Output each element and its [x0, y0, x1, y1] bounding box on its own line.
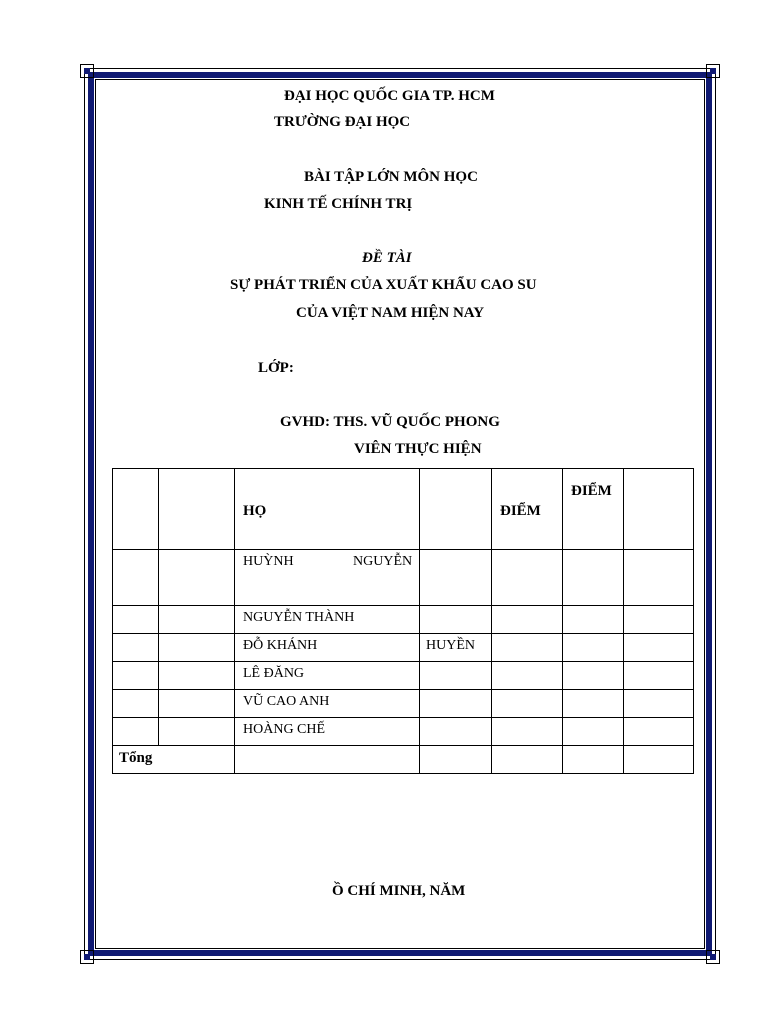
table-row	[113, 718, 694, 746]
table-row	[113, 606, 694, 634]
topic-label: ĐỀ TÀI	[362, 250, 412, 266]
members-heading: VIÊN THỰC HIỆN	[354, 441, 482, 457]
total-label: Tổng	[113, 746, 235, 774]
table-row	[113, 662, 694, 690]
school-name: TRƯỜNG ĐẠI HỌC	[274, 114, 411, 130]
header-cell	[159, 469, 235, 550]
header-cell-name: HỌ	[235, 469, 420, 550]
members-table	[112, 468, 694, 774]
member-name: LÊ ĐĂNG	[235, 662, 420, 690]
table-total-row	[113, 746, 694, 774]
table-header-row	[113, 469, 694, 550]
advisor: GVHD: THS. VŨ QUỐC PHONG	[280, 414, 500, 430]
header-cell	[420, 469, 492, 550]
corner-ornament-top-right	[706, 64, 720, 78]
member-name: HOÀNG CHẾ	[235, 718, 420, 746]
university-name: ĐẠI HỌC QUỐC GIA TP. HCM	[284, 88, 495, 104]
corner-ornament-bottom-right	[706, 950, 720, 964]
header-cell-score-2: ĐIỂM	[563, 469, 624, 550]
topic-title-line1: SỰ PHÁT TRIỂN CỦA XUẤT KHẨU CAO SU	[230, 277, 537, 293]
header-cell	[624, 469, 694, 550]
table-row	[113, 634, 694, 662]
topic-title-line2: CỦA VIỆT NAM HIỆN NAY	[296, 305, 485, 321]
member-name-cont: HUYỀN	[420, 634, 492, 662]
corner-ornament-bottom-left	[80, 950, 94, 964]
corner-ornament-top-left	[80, 64, 94, 78]
footer-place-year: Ồ CHÍ MINH, NĂM	[332, 883, 466, 899]
header-cell-score: ĐIỂM	[492, 469, 563, 550]
assignment-title: BÀI TẬP LỚN MÔN HỌC	[304, 169, 478, 185]
table-row	[113, 550, 694, 606]
member-name: VŨ CAO ANH	[235, 690, 420, 718]
class-label: LỚP:	[258, 360, 294, 376]
member-name: HUỲNH NGUYỄN	[235, 550, 420, 606]
member-name: NGUYỄN THÀNH	[235, 606, 420, 634]
member-name: ĐỖ KHÁNH	[235, 634, 420, 662]
header-cell	[113, 469, 159, 550]
subject-name: KINH TẾ CHÍNH TRỊ	[264, 196, 413, 212]
table-row	[113, 690, 694, 718]
